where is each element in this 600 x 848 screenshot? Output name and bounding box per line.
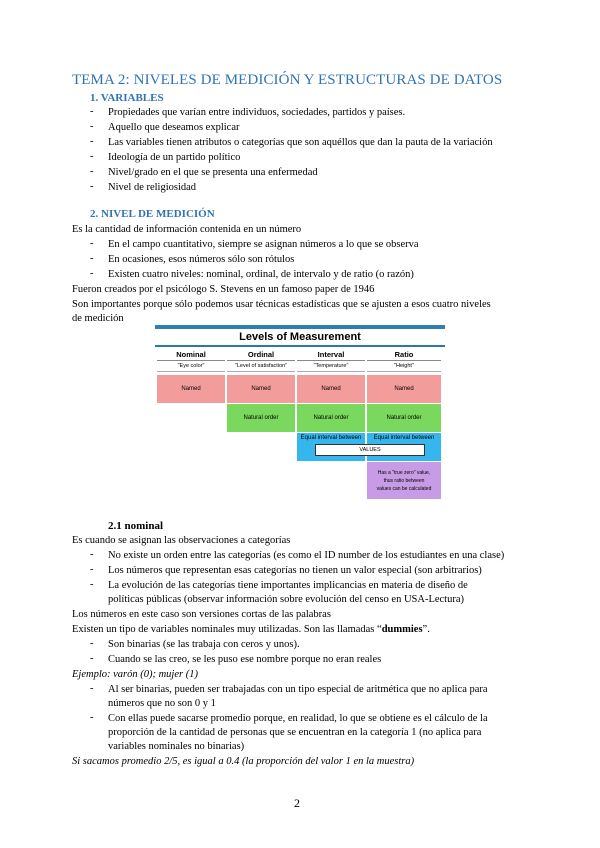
list-item: Ideología de un partido político <box>108 152 241 163</box>
column-header-ordinal: Ordinal <box>227 349 295 361</box>
bullet-dash: - <box>90 653 94 664</box>
closing-note: Si sacamos promedio 2/5, es igual a 0.4 (la proporción del valor 1 en la muestra) <box>72 756 415 767</box>
section-1-heading: 1. VARIABLES <box>90 92 164 104</box>
page-number: 2 <box>294 796 300 810</box>
example-ratio: "Height" <box>367 362 441 372</box>
true-zero-cell <box>367 462 441 499</box>
column-header-ratio: Ratio <box>367 349 441 361</box>
bullet-dash: - <box>90 121 94 132</box>
paragraph-text: Existen un tipo de variables nominales muy utilizadas. Son las llamadas “ <box>72 624 382 635</box>
dummies-term: dummies <box>381 624 423 635</box>
list-item: Al ser binarias, pueden ser trabajadas con un tipo especial de aritmética que no aplica para <box>108 684 488 695</box>
list-item: Son binarias (se las trabaja con ceros y unos). <box>108 639 300 650</box>
bullet-dash: - <box>90 564 94 575</box>
list-item-continuation: números que no son 0 y 1 <box>108 698 216 709</box>
bullet-dash: - <box>90 712 94 723</box>
named-cell: Named <box>297 375 365 403</box>
column-header-nominal: Nominal <box>157 349 225 361</box>
values-box: VALUES <box>315 444 425 456</box>
paragraph <box>72 623 430 637</box>
bullet-dash: - <box>90 549 94 560</box>
list-item: Los números que representan esas categorías no tienen un valor especial (son arbitrarios) <box>108 565 482 576</box>
list-item: Nivel de religiosidad <box>108 182 197 193</box>
paragraph: Son importantes porque sólo podemos usar técnicas estadísticas que se ajusten a esos cuatro niveles <box>72 299 491 310</box>
list-item: Nivel/grado en el que se presenta una enfermedad <box>108 167 318 178</box>
column-header-interval: Interval <box>297 349 365 361</box>
list-item: En el campo cuantitativo, siempre se asignan números a lo que se observa <box>108 239 419 250</box>
bullet-dash: - <box>90 166 94 177</box>
natural-order-cell: Natural order <box>227 404 295 432</box>
list-item: Cuando se las creo, se les puso ese nombre porque no eran reales <box>108 654 382 665</box>
example-interval: "Temperature" <box>297 362 365 372</box>
named-cell: Named <box>367 375 441 403</box>
equal-interval-cell: Equal interval between <box>367 433 441 461</box>
equal-interval-cell: Equal interval between <box>297 433 365 461</box>
bullet-dash: - <box>90 268 94 279</box>
bullet-dash: - <box>90 136 94 147</box>
true-zero-line: Has a "true zero" value, <box>377 469 431 476</box>
paragraph: de medición <box>72 313 124 324</box>
bullet-dash: - <box>90 181 94 192</box>
section-2-1-heading: 2.1 nominal <box>108 520 164 532</box>
figure-panel <box>155 347 445 501</box>
paragraph: Fueron creados por el psicólogo S. Stevens en un famoso paper de 1946 <box>72 284 375 295</box>
bullet-dash: - <box>90 683 94 694</box>
bullet-dash: - <box>90 106 94 117</box>
bullet-dash: - <box>90 579 94 590</box>
list-item: En ocasiones, esos números sólo son rótulos <box>108 254 295 265</box>
paragraph: Los números en este caso son versiones cortas de las palabras <box>72 609 331 620</box>
bullet-dash: - <box>90 151 94 162</box>
levels-of-measurement-figure <box>155 325 445 501</box>
list-item: La evolución de las categorías tiene importantes implicancias en materia de diseño de <box>108 580 468 591</box>
named-cell: Named <box>227 375 295 403</box>
list-item: Las variables tienen atributos o categorías que son aquéllos que dan la pauta de la variación <box>108 137 493 148</box>
true-zero-line: values can be calculated <box>376 485 432 492</box>
named-cell: Named <box>157 375 225 403</box>
example-text: Ejemplo: varón (0); mujer (1) <box>72 669 198 680</box>
paragraph-text: ”. <box>422 624 430 635</box>
section-2-intro: Es la cantidad de información contenida en un número <box>72 224 302 235</box>
list-item: No existe un orden entre las categorías (es como el ID number de los estudiantes en una clase) <box>108 550 505 561</box>
natural-order-cell: Natural order <box>367 404 441 432</box>
example-ordinal: "Level of satisfaction" <box>227 362 295 372</box>
section-2-1-intro: Es cuando se asignan las observaciones a categorías <box>72 535 291 546</box>
true-zero-line: thus ratio between <box>383 477 425 484</box>
figure-title: Levels of Measurement <box>155 329 445 345</box>
page-title: TEMA 2: NIVELES DE MEDICIÓN Y ESTRUCTURAS DE DATOS <box>72 72 503 88</box>
list-item: Aquello que deseamos explicar <box>108 122 240 133</box>
list-item: Propiedades que varían entre individuos, sociedades, partidos y países. <box>108 107 406 118</box>
bullet-dash: - <box>90 238 94 249</box>
natural-order-cell: Natural order <box>297 404 365 432</box>
list-item: Con ellas puede sacarse promedio porque, en realidad, lo que se obtiene es el cálculo de la <box>108 713 488 724</box>
example-nominal: "Eye color" <box>157 362 225 372</box>
list-item: Existen cuatro niveles: nominal, ordinal, de intervalo y de ratio (o razón) <box>108 269 414 280</box>
list-item-continuation: políticas públicas (observar información sobre evolución del censo en USA-Lectura) <box>108 594 465 605</box>
section-2-heading: 2. NIVEL DE MEDICIÓN <box>90 208 215 220</box>
bullet-dash: - <box>90 638 94 649</box>
list-item-continuation: variables nominales no binarias) <box>108 741 245 752</box>
bullet-dash: - <box>90 253 94 264</box>
list-item-continuation: proporción de la cantidad de personas que se encuentran en la categoría 1 (no aplica para <box>108 727 482 738</box>
